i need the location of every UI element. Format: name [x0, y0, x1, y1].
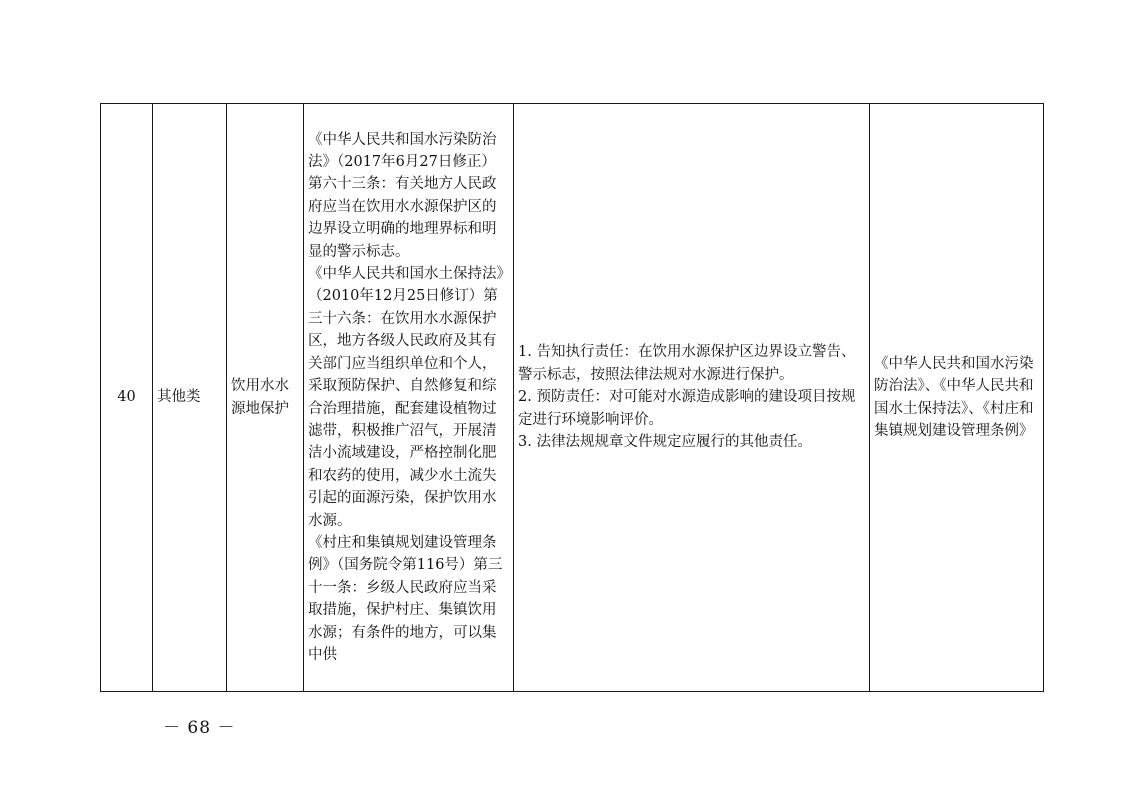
reference-laws-cell: 《中华人民共和国水污染防治法》、《中华人民共和国水土保持法》、《村庄和集镇规划建设管理条例》 — [870, 104, 1044, 692]
legal-basis-paragraph: 《村庄和集镇规划建设管理条例》（国务院令第116号）第三十一条：乡级人民政府应当采取措施，保护村庄、集镇饮用水源；有条件的地方，可以集中供 — [308, 534, 503, 663]
category-cell: 其他类 — [153, 104, 227, 692]
row-number: 40 — [101, 104, 153, 692]
responsibility-item: 3. 法律法规规章文件规定应履行的其他责任。 — [518, 434, 812, 451]
page-number: － 68 － — [163, 718, 236, 738]
legal-basis-paragraph: 《中华人民共和国水污染防治法》（2017年6月27日修正）第六十三条：有关地方人民政府应当在饮用水水源保护区的边界设立明确的地理界标和明显的警示标志。 — [308, 131, 497, 260]
responsibility-item: 2. 预防责任：对可能对水源造成影响的建设项目按规定进行环境影响评价。 — [518, 389, 856, 428]
responsibility-table — [100, 103, 1044, 692]
item-name-cell: 饮用水水源地保护 — [227, 104, 304, 692]
table-row — [101, 104, 1044, 692]
legal-basis-cell — [304, 104, 514, 692]
responsibility-cell — [514, 104, 870, 692]
legal-basis-paragraph: 《中华人民共和国水土保持法》（2010年12月25日修订）第三十六条：在饮用水水源保护区，地方各级人民政府及其有关部门应当组织单位和个人，采取预防保护、自然修复和综合治理措施，配套建设植物过滤带，积极推广沼气，开展清洁小流域建设，严格控制化肥和农药的使用，减少水土流失引起的面源污染，保护饮用水水源。 — [308, 266, 504, 529]
responsibility-item: 1. 告知执行责任：在饮用水源保护区边界设立警告、警示标志，按照法律法规对水源进行保护。 — [518, 344, 856, 383]
